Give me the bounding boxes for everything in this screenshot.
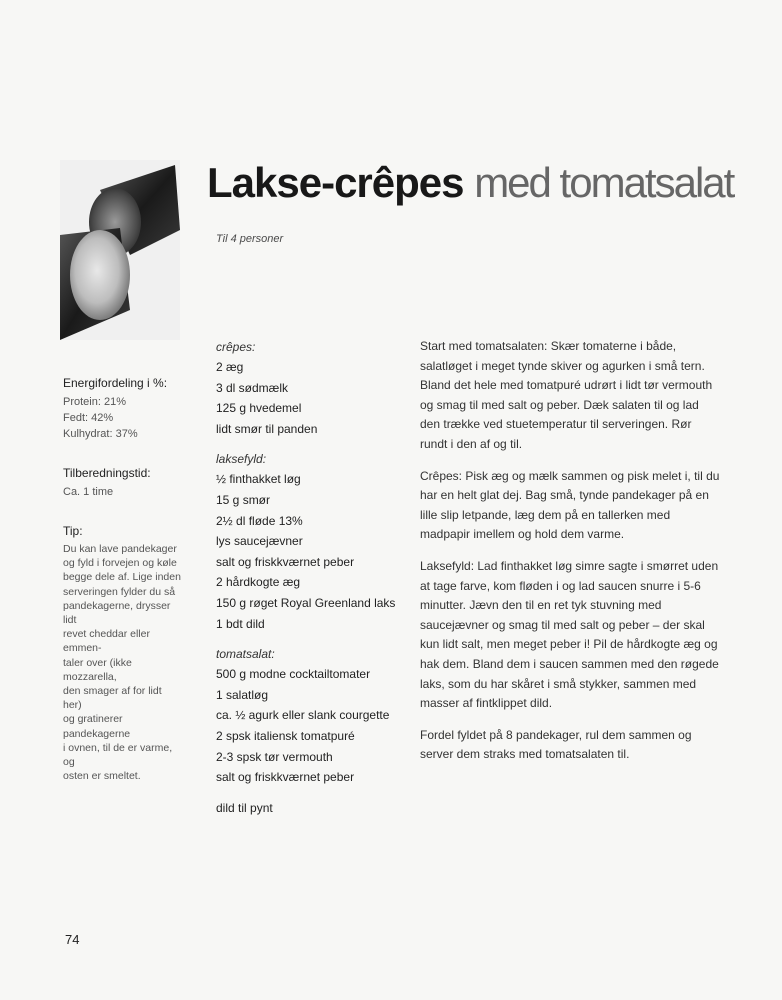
ingredient-item: lidt smør til panden <box>216 421 318 436</box>
ingredient-item: lys saucejævner <box>216 534 303 549</box>
page-number: 74 <box>65 932 80 947</box>
ingredient-item: salt og friskkværnet peber <box>216 770 355 785</box>
ingredient-item: 3 dl sødmælk <box>216 380 289 395</box>
prep-value: Ca. 1 time <box>63 486 114 498</box>
ingredient-item: 1 salatløg <box>216 687 269 702</box>
ingredients-list <box>216 337 396 818</box>
tip-heading: Tip: <box>63 524 83 538</box>
salad-heading: tomatsalat: <box>216 647 275 662</box>
method-paragraph: Crêpes: Pisk æg og mælk sammen og pisk melet i, til du har en helt glat dej. Bag små, tynde pandekager på en lille slip letpande, læg dem på en tallerken med madpapir imellem og hold dem varme. <box>420 468 720 542</box>
ingredient-item: 125 g hvedemel <box>216 401 302 416</box>
tip-block <box>63 524 183 783</box>
energy-block <box>63 376 183 442</box>
method-paragraph: Laksefyld: Lad finthakket løg simre sagte i smørret uden at tage farve, kom fløden i og lad saucen snurre i 5-6 minutter. Jævn den til en ret tyk stuvning med saucejævner og smag til med salt og peber – der skal kun lidt salt, men meget peber i! Pil de hårdkogte æg og hak dem. Bland dem i saucen sammen med den røgede laks, som du har skåret i små stykker, sammen med masser af fintklippet dild. <box>420 558 719 711</box>
ingredient-item: ½ finthakket løg <box>216 472 301 487</box>
prep-heading: Tilberedningstid: <box>63 466 151 480</box>
crepes-heading: crêpes: <box>216 340 256 354</box>
ingredient-item: 2-3 spsk tør vermouth <box>216 749 333 764</box>
tip-line: taler over (ikke mozzarella, <box>63 656 132 683</box>
energy-heading: Energifordeling i %: <box>63 376 168 390</box>
tip-line: og gratinerer pandekagerne <box>63 713 131 740</box>
ingredient-item: 1 bdt dild <box>216 616 265 631</box>
energy-line: Kulhydrat: 37% <box>63 428 138 440</box>
tip-line: og fyld i forvejen og køle <box>63 557 177 570</box>
ingredient-item: salt og friskkværnet peber <box>216 554 355 569</box>
garnish-item: dild til pynt <box>216 800 273 815</box>
tip-line: den smager af for lidt her) <box>63 685 162 712</box>
title-bold: Lakse-crêpes <box>207 159 464 206</box>
sidebar <box>63 376 183 807</box>
filling-group <box>216 449 396 634</box>
ingredient-item: 500 g modne cocktailtomater <box>216 667 371 682</box>
ingredient-item: 2 hårdkogte æg <box>216 575 301 590</box>
cucumber-photo <box>60 160 180 340</box>
filling-heading: laksefyld: <box>216 452 267 467</box>
tip-line: revet cheddar eller emmen- <box>63 628 150 655</box>
ingredient-item: 2 æg <box>216 360 244 374</box>
tip-line: pandekagerne, drysser lidt <box>63 599 171 627</box>
method-text <box>420 337 720 777</box>
tip-line: serveringen fylder du så <box>63 585 176 598</box>
tip-line: i ovnen, til de er varme, og <box>63 741 173 769</box>
energy-line: Fedt: 42% <box>63 412 114 424</box>
method-paragraph: Start med tomatsalaten: Skær tomaterne i både, salatløget i meget tynde skiver og agurken i små tern. Bland det hele med tomatpuré udrørt i lidt tør vermouth og smag til med salt og peber. Dæk salaten til og lad den trække ved stuetemperatur til serveringen. Rør rundt i den af og til. <box>420 339 713 451</box>
tip-line: Du kan lave pandekager <box>63 543 177 555</box>
title-light: med tomatsalat <box>474 159 734 206</box>
ingredient-item: 150 g røget Royal Greenland laks <box>216 595 396 610</box>
ingredient-item: ca. ½ agurk eller slank courgette <box>216 708 390 723</box>
page-title <box>207 155 733 211</box>
ingredient-item: 2 spsk italiensk tomatpuré <box>216 728 355 743</box>
crepes-group <box>216 337 396 439</box>
ingredient-item: 15 g smør <box>216 492 271 507</box>
ingredient-item: 2½ dl fløde 13% <box>216 513 303 528</box>
prep-block <box>63 466 183 500</box>
tip-line: osten er smeltet. <box>63 770 141 783</box>
servings: Til 4 personer <box>216 233 284 245</box>
energy-line: Protein: 21% <box>63 396 126 408</box>
method-paragraph: Fordel fyldet på 8 pandekager, rul dem sammen og server dem straks med tomatsalaten til. <box>420 727 692 762</box>
tip-line: begge dele af. Lige inden <box>63 571 181 584</box>
salad-group <box>216 644 396 788</box>
